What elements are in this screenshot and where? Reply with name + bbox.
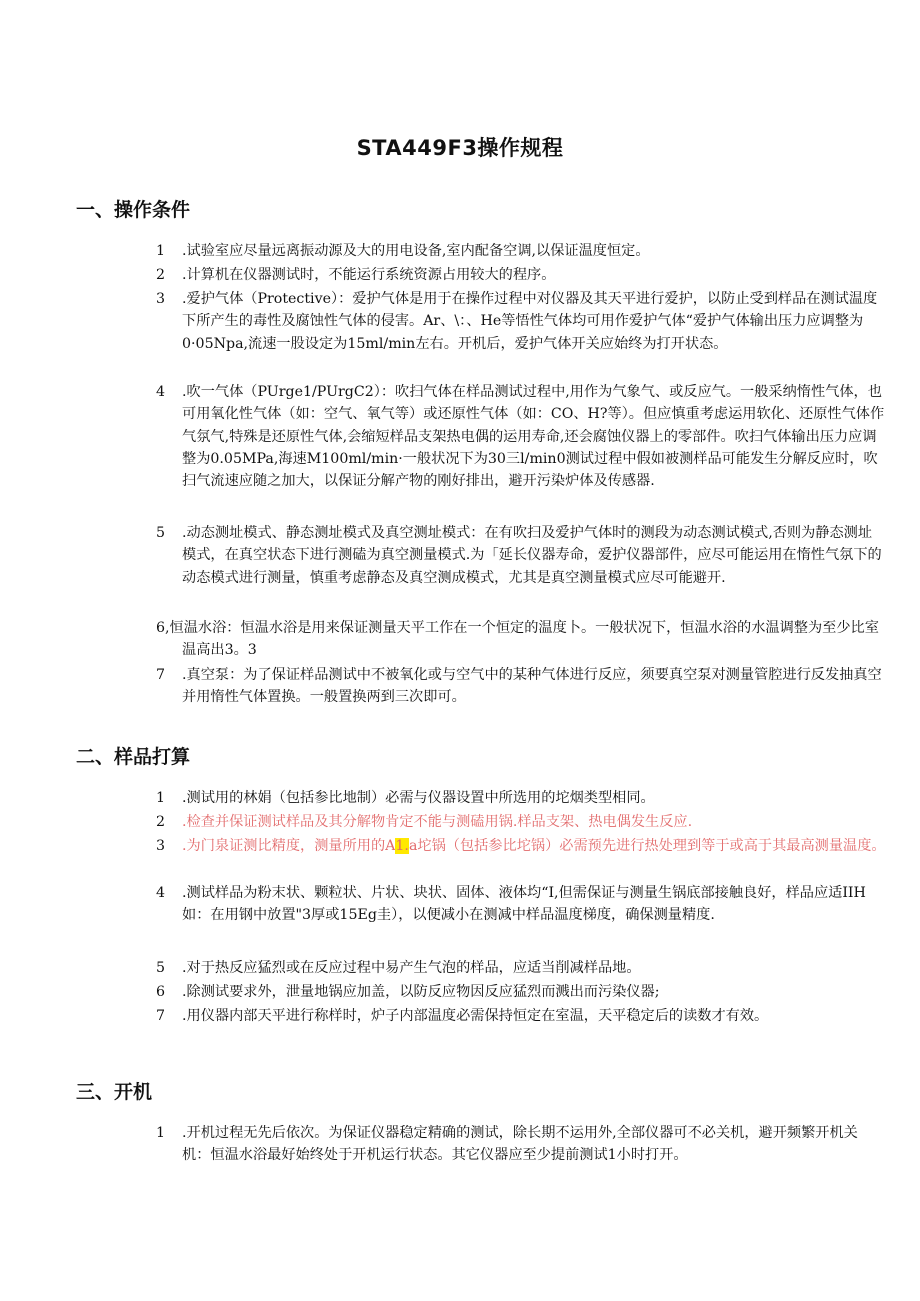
item-number: 1 xyxy=(156,790,166,806)
item-number: 2 xyxy=(156,267,166,283)
section-heading-samples: 二、样品打算 xyxy=(76,746,191,768)
item-number: 7 xyxy=(156,667,166,683)
item-number: 1 xyxy=(156,1125,166,1141)
sample-item-6 xyxy=(156,981,886,1003)
item-number: 7 xyxy=(156,1008,166,1024)
startup-item-1 xyxy=(156,1122,886,1167)
sample-item-4 xyxy=(156,882,886,927)
condition-item-3 xyxy=(156,288,886,355)
item-text: .吹一气体（PUrge1/PUrgC2）：吹扫气体在样品测试过程中,用作为气象气、或反应气。一般采纳惰性气体，也可用氧化性气体（如：空气、氧气等）或还原性气体（如：CO、H?等）。但应慎重考虑运用软化、还原性气体作气氛气,特殊是还原性气体,会缩短样品支架热电偶的运用寿命,还会腐蚀仪器上的零部件。吹扫气体输出压力应调整为0.05MPa,海速M100ml/min·一般状况下为30三l/min0测试过程中假如被测样品可能发生分解反应时，吹扫气流速应随之加大，以保证分解产物的刚好排出，避开污染炉体及传感器. xyxy=(182,384,885,490)
condition-item-2 xyxy=(156,264,886,286)
condition-item-1 xyxy=(156,240,886,262)
item-text: .检查并保证测试样品及其分解物肯定不能与测磕用锅.样品支架、热电偶发生反应. xyxy=(182,814,693,830)
item-text: .对于热反应猛烈或在反应过程中易产生气泡的样品，应适当削减样品地。 xyxy=(182,960,641,976)
item-number: 2 xyxy=(156,814,166,830)
condition-item-7 xyxy=(156,664,886,709)
highlighted-text: 1. xyxy=(395,838,409,854)
condition-item-5 xyxy=(156,522,886,589)
sample-item-5 xyxy=(156,957,886,979)
item-text: .试验室应尽量远离振动源及大的用电设备,室内配备空调,以保证温度恒定。 xyxy=(182,243,650,259)
item-text: 6,恒温水浴：恒温水浴是用来保证测量天平工作在一个恒定的温度卜。一般状况下，恒温水浴的水温调整为至少比室温高出3。3 xyxy=(156,620,879,659)
item-number: 4 xyxy=(156,885,166,901)
item-text-start: .为门泉证测比精度，测量所用的A xyxy=(182,838,396,854)
condition-item-4 xyxy=(156,381,886,492)
sample-item-3 xyxy=(156,835,886,857)
item-text: .计算机在仪器测试时，不能运行系统资源占用较大的程序。 xyxy=(182,267,556,283)
item-text: .真空泵：为了保证样品测试中不被氧化或与空气中的某种气体进行反应，须要真空泵对测量管腔进行反发抽真空并用惰性气体置换。一般置换两到三次即可。 xyxy=(182,667,882,706)
item-number: 5 xyxy=(156,525,166,541)
item-number: 4 xyxy=(156,384,166,400)
item-number: 6 xyxy=(156,984,166,1000)
sample-item-7 xyxy=(156,1005,886,1027)
item-text: .测试样品为粉末状、颗粒状、片状、块状、固体、液体均“I,但需保证与测量生锅底部接触良好，样品应适IIH如：在用钢中放置"3厚或15Eg圭），以便减小在测减中样品温度梯度，确保测量精度. xyxy=(182,885,866,924)
item-text-end: a坨锅（包括参比坨锅）必需预先进行热处理到等于或高于其最高测量温度。 xyxy=(408,838,886,854)
sample-item-1 xyxy=(156,787,886,809)
item-number: 3 xyxy=(156,291,166,307)
item-number: 1 xyxy=(156,243,166,259)
page-title: STA449F3操作规程 xyxy=(356,136,564,160)
item-text: .用仪器内部天平进行称样时，炉子内部温度必需保持恒定在室温，天平稳定后的读数才有效。 xyxy=(182,1008,769,1024)
item-number: 3 xyxy=(156,838,166,854)
item-text: .开机过程无先后依次。为保证仪器稳定精确的测试，除长期不运用外,全部仪器可不必关机，避开频繁开机关机：恒温水浴最好始终处于开机运行状态。其它仪器应至少提前测试1小时打开。 xyxy=(182,1125,858,1164)
item-text: .除测试要求外，泄量地锅应加盖，以防反应物因反应猛烈而溅出而污染仪器; xyxy=(182,984,660,1000)
item-text: .动态测址模式、静态测址模式及真空测址模式：在有吹扫及爱护气体时的测段为动态测试模式,否则为静态测址模式，在真空状态下进行测磕为真空测量模式.为「延长仪器寿命，爱护仪器部件，应尽可能运用在惰性气氛下的动态模式进行测量，慎重考虑静态及真空测成模式，尤其是真空测量模式应尽可能避开. xyxy=(182,525,882,586)
item-text xyxy=(156,835,886,857)
section-heading-conditions: 一、操作条件 xyxy=(76,199,191,221)
section-heading-startup: 三、开机 xyxy=(76,1081,153,1103)
sample-item-2 xyxy=(156,811,886,833)
item-text: .测试用的林娟（包括参比地制）必需与仪器设置中所选用的坨烟类型相同。 xyxy=(182,790,655,806)
condition-item-6 xyxy=(156,617,886,662)
item-text: .爱护气体（Protective）：爱护气体是用于在操作过程中对仪器及其天平进行爱护，以防止受到样品在测试温度下所产生的毒性及腐蚀性气体的侵害。Ar、\：、He等悟性气体均可用作爱护气体“爱护气体输出压力应调整为0·05Npa,流速一股设定为15ml/min左右。开机后，爱护气体开关应始终为打开状态。 xyxy=(182,291,878,352)
item-number: 5 xyxy=(156,960,166,976)
